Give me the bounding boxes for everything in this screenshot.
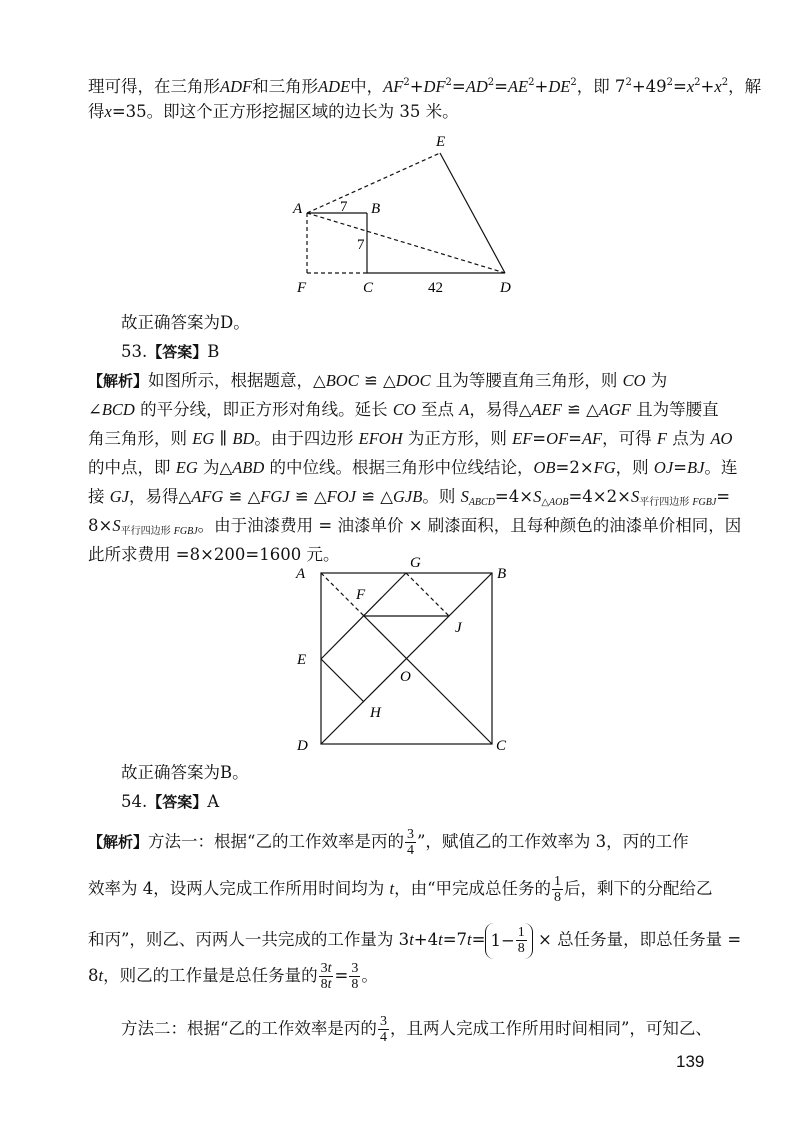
q54-line3: 和丙”，则乙、丙两人一共完成的工作量为 3t+4t=7t= 1− $\frac{1}{8}$ × 总任务量，即总任务量 = xyxy=(88,921,728,959)
label-B2: B xyxy=(497,566,507,582)
label-D: D xyxy=(500,280,511,296)
dim-bc: 7 xyxy=(357,237,365,253)
dim-cd: 42 xyxy=(428,280,443,296)
q53-conclusion: 故正确答案为B。 xyxy=(121,763,249,782)
dim-ab: 7 xyxy=(340,199,348,215)
segment-gj xyxy=(406,573,449,616)
label-G2: G xyxy=(410,555,421,571)
q54-line4: 8t，则乙的工作量是总任务量的 $\frac{3t}{8t}$ = $\frac{3}{8}$ 。 xyxy=(88,961,378,992)
q54-answer-line: 54.【答案】A xyxy=(121,792,220,811)
label-H2: H xyxy=(370,705,381,721)
para52-line2: 得x=35。即这个正方形挖掘区域的边长为 35 米。 xyxy=(88,102,459,121)
label-C: C xyxy=(363,280,374,296)
label-O2: O xyxy=(400,669,411,685)
q54-line2: 效率为 4，设两人完成工作所用时间均为 t，由“甲完成总任务的 $\frac{1}{8}$ 后，剩下的分配给乙 xyxy=(88,874,713,905)
label-B: B xyxy=(371,201,381,217)
q53-analysis-line5: 接 GJ，易得△AFG ≌ △FGJ ≌ △FOJ ≌ △GJB。则 $S_{ABCD}=4\times S_{\triangle AOB}=4\times 2\times S_{平行四边形 FGBJ}=$ xyxy=(88,487,731,508)
q53-analysis-line6: $8\times S_{平行四边形 FGBJ}$。由于油漆费用 = 油漆单价 × 刷漆面积，且每种颜色的油漆单价相同，因 xyxy=(88,516,742,537)
label-A2: A xyxy=(296,566,306,582)
label-F: F xyxy=(297,280,307,296)
segment-fc xyxy=(364,616,492,744)
q54-line1: 【解析】方法一：根据“乙的工作效率是丙的 $\frac{3}{4}$ ”，赋值乙的工作效率为 3，丙的工作 xyxy=(88,827,689,858)
page-number: 139 xyxy=(676,1052,705,1071)
q53-analysis-line3: 角三角形，则 EG ∥ BD。由于四边形 EFOH 为正方形，则 EF=OF=AF，可得 F 点为 AO xyxy=(88,429,733,448)
q53-answer-line: 53.【答案】B xyxy=(121,342,220,361)
label-A: A xyxy=(293,201,303,217)
label-J2: J xyxy=(455,620,462,636)
q53-analysis-line1: 【解析】如图所示，根据题意，△BOC ≌ △DOC 且为等腰直角三角形，则 CO 为 xyxy=(88,371,668,390)
q52-conclusion: 故正确答案为D。 xyxy=(121,313,250,332)
segment-eh xyxy=(321,659,364,702)
q53-analysis-line4: 的中点，即 EG 为△ABD 的中位线。根据三角形中位线结论，OB=2×FG，则 OJ=BJ。连 xyxy=(88,458,738,477)
label-C2: C xyxy=(496,738,507,754)
label-F2: F xyxy=(356,587,366,603)
q53-analysis-line7: 此所求费用 =8×200=1600 元。 xyxy=(88,545,340,564)
label-D2: D xyxy=(297,738,308,754)
label-E: E xyxy=(436,134,446,150)
para52-line1: 理可得，在三角形ADF和三角形ADE中，$AF^2+DF^2=AD^2=AE^2+DE^2$，即 $7^2+49^2=x^2+x^2$，解 xyxy=(88,77,762,96)
q54-line5: 方法二：根据“乙的工作效率是丙的 $\frac{3}{4}$ ，且两人完成工作所用时间相同”，可知乙、 xyxy=(121,1014,712,1045)
q53-analysis-line2: ∠BCD 的平分线，即正方形对角线。延长 CO 至点 A，易得△AEF ≌ △AGF 且为等腰直 xyxy=(88,400,719,419)
label-E2: E xyxy=(297,652,307,668)
